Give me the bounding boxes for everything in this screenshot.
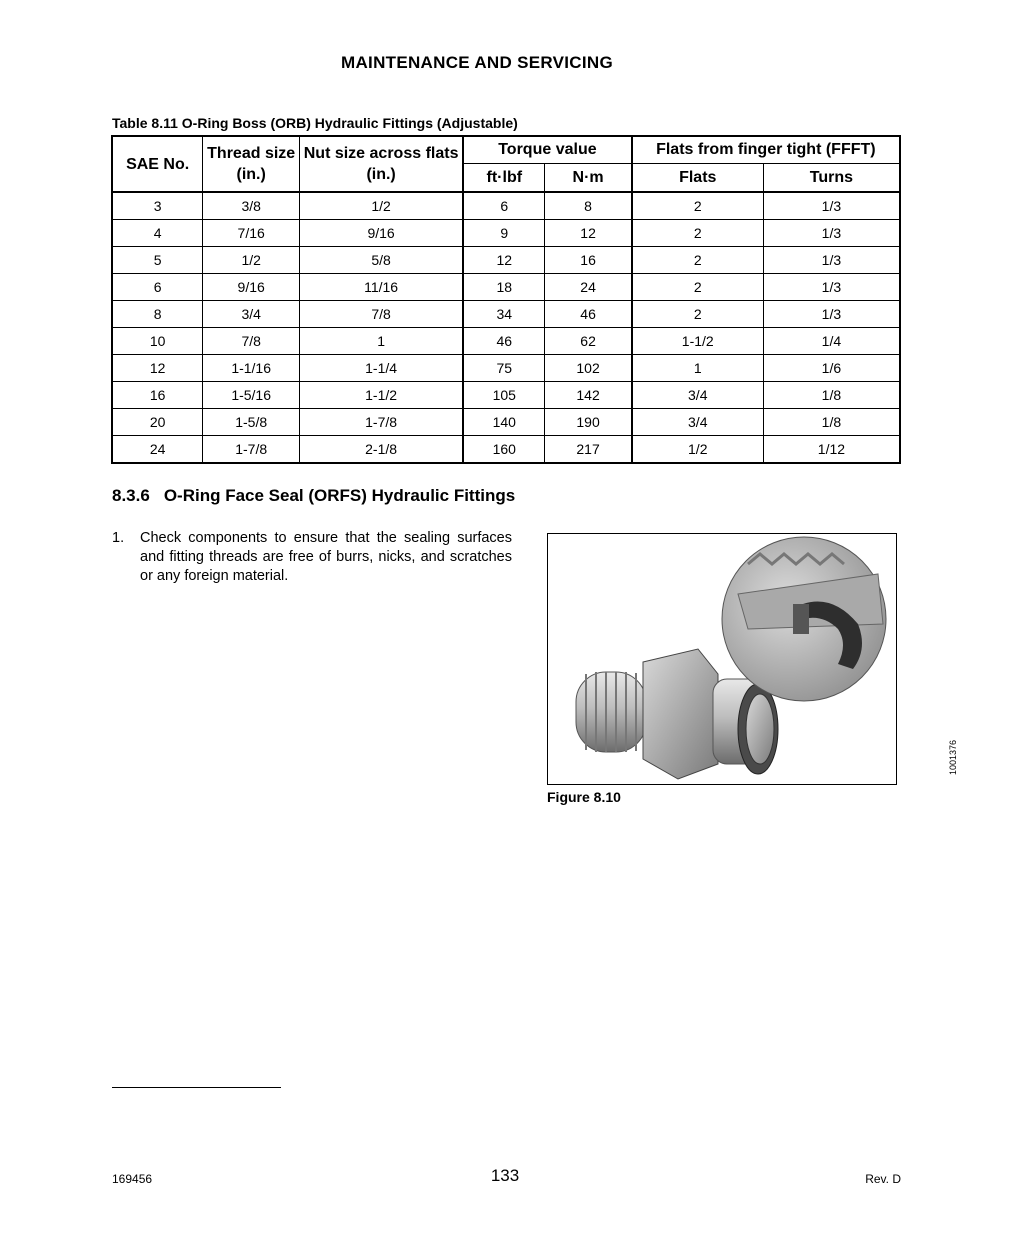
- cell-ftlbf: 75: [463, 355, 545, 382]
- orfs-fitting-illustration: [548, 534, 898, 786]
- cell-thread-size: 1-5/8: [203, 409, 300, 436]
- header-torque-value: Torque value: [463, 136, 632, 164]
- cell-thread-size: 1-7/8: [203, 436, 300, 464]
- cell-turns: 1/3: [763, 192, 900, 220]
- seal-face: [746, 694, 774, 764]
- cell-flats: 3/4: [632, 382, 764, 409]
- cell-turns: 1/12: [763, 436, 900, 464]
- detail-zoom-circle: [722, 537, 886, 701]
- cell-ftlbf: 140: [463, 409, 545, 436]
- cell-flats: 2: [632, 192, 764, 220]
- figure-id: 1001376: [948, 740, 958, 776]
- cell-thread-size: 9/16: [203, 274, 300, 301]
- table-header: [112, 136, 900, 192]
- cell-nm: 102: [545, 355, 632, 382]
- cell-nm: 24: [545, 274, 632, 301]
- cell-thread-size: 1-5/16: [203, 382, 300, 409]
- cell-nm: 46: [545, 301, 632, 328]
- cell-sae-no: 5: [112, 247, 203, 274]
- cell-thread-size: 7/8: [203, 328, 300, 355]
- cell-ftlbf: 46: [463, 328, 545, 355]
- cell-turns: 1/8: [763, 409, 900, 436]
- cell-ftlbf: 6: [463, 192, 545, 220]
- table-caption: Table 8.11 O-Ring Boss (ORB) Hydraulic Fittings (Adjustable): [112, 115, 518, 131]
- table-row: [112, 247, 900, 274]
- header-ffft: Flats from finger tight (FFFT): [632, 136, 900, 164]
- cell-nm: 217: [545, 436, 632, 464]
- section-heading: [112, 486, 515, 506]
- cell-turns: 1/4: [763, 328, 900, 355]
- cell-nut-size: 9/16: [300, 220, 464, 247]
- cell-sae-no: 6: [112, 274, 203, 301]
- cell-sae-no: 12: [112, 355, 203, 382]
- cell-sae-no: 24: [112, 436, 203, 464]
- step-1: [112, 529, 512, 586]
- cell-thread-size: 3/4: [203, 301, 300, 328]
- cell-flats: 2: [632, 220, 764, 247]
- header-ftlbf: ft·lbf: [463, 164, 545, 193]
- figure-orfs-fitting: [547, 533, 897, 785]
- cell-nm: 16: [545, 247, 632, 274]
- table-row: [112, 192, 900, 220]
- cell-nut-size: 1: [300, 328, 464, 355]
- header-thread-size: Thread size (in.): [203, 136, 300, 192]
- cell-flats: 1: [632, 355, 764, 382]
- cell-flats: 1/2: [632, 436, 764, 464]
- table-row: [112, 274, 900, 301]
- cell-sae-no: 10: [112, 328, 203, 355]
- cell-sae-no: 3: [112, 192, 203, 220]
- table-row: [112, 355, 900, 382]
- footer-doc-number: 169456: [112, 1172, 153, 1186]
- cell-sae-no: 8: [112, 301, 203, 328]
- cell-turns: 1/3: [763, 301, 900, 328]
- cell-turns: 1/3: [763, 220, 900, 247]
- table-row: [112, 409, 900, 436]
- cell-flats: 2: [632, 247, 764, 274]
- cell-turns: 1/3: [763, 247, 900, 274]
- cell-flats: 2: [632, 274, 764, 301]
- cell-nm: 142: [545, 382, 632, 409]
- orb-fittings-table: [111, 135, 901, 464]
- table-body: [112, 192, 900, 463]
- cell-sae-no: 16: [112, 382, 203, 409]
- cell-thread-size: 1/2: [203, 247, 300, 274]
- cell-turns: 1/3: [763, 274, 900, 301]
- section-title: O-Ring Face Seal (ORFS) Hydraulic Fittings: [163, 486, 516, 505]
- cell-thread-size: 3/8: [203, 192, 300, 220]
- cell-sae-no: 4: [112, 220, 203, 247]
- cell-ftlbf: 18: [463, 274, 545, 301]
- step-text: Check components to ensure that the sealing surfaces and fitting threads are free of burrs, nicks, and scratches or any foreign material.: [140, 530, 512, 584]
- threaded-end: [576, 672, 646, 752]
- header-turns: Turns: [763, 164, 900, 193]
- cell-nut-size: 5/8: [300, 247, 464, 274]
- header-flats: Flats: [632, 164, 764, 193]
- cell-nm: 62: [545, 328, 632, 355]
- hex-body: [643, 649, 718, 779]
- header-nut-size: Nut size across flats (in.): [300, 136, 464, 192]
- header-nm: N·m: [545, 164, 632, 193]
- step-number: 1.: [112, 530, 125, 546]
- cell-nut-size: 2-1/8: [300, 436, 464, 464]
- cell-nut-size: 1-7/8: [300, 409, 464, 436]
- cell-nm: 190: [545, 409, 632, 436]
- cell-ftlbf: 105: [463, 382, 545, 409]
- section-number: 8.3.6: [112, 486, 150, 505]
- cell-flats: 3/4: [632, 409, 764, 436]
- page-header-title: MAINTENANCE AND SERVICING: [341, 53, 613, 72]
- cell-thread-size: 1-1/16: [203, 355, 300, 382]
- footnote-divider: [112, 1087, 281, 1088]
- cell-ftlbf: 12: [463, 247, 545, 274]
- table-row: [112, 328, 900, 355]
- cell-nut-size: 7/8: [300, 301, 464, 328]
- table-row: [112, 220, 900, 247]
- cell-ftlbf: 34: [463, 301, 545, 328]
- cell-flats: 1-1/2: [632, 328, 764, 355]
- cell-thread-size: 7/16: [203, 220, 300, 247]
- cell-nut-size: 1-1/2: [300, 382, 464, 409]
- cell-nut-size: 1-1/4: [300, 355, 464, 382]
- cell-sae-no: 20: [112, 409, 203, 436]
- cell-ftlbf: 9: [463, 220, 545, 247]
- table-row: [112, 301, 900, 328]
- footer-page-number: 133: [490, 1166, 520, 1185]
- cell-flats: 2: [632, 301, 764, 328]
- table-row: [112, 436, 900, 464]
- cell-turns: 1/6: [763, 355, 900, 382]
- cell-nut-size: 11/16: [300, 274, 464, 301]
- header-sae-no: SAE No.: [112, 136, 203, 192]
- table-row: [112, 382, 900, 409]
- figure-caption: Figure 8.10: [547, 789, 621, 805]
- cell-nm: 8: [545, 192, 632, 220]
- cell-nm: 12: [545, 220, 632, 247]
- footer-revision: Rev. D: [865, 1172, 901, 1186]
- cell-turns: 1/8: [763, 382, 900, 409]
- cell-nut-size: 1/2: [300, 192, 464, 220]
- cell-ftlbf: 160: [463, 436, 545, 464]
